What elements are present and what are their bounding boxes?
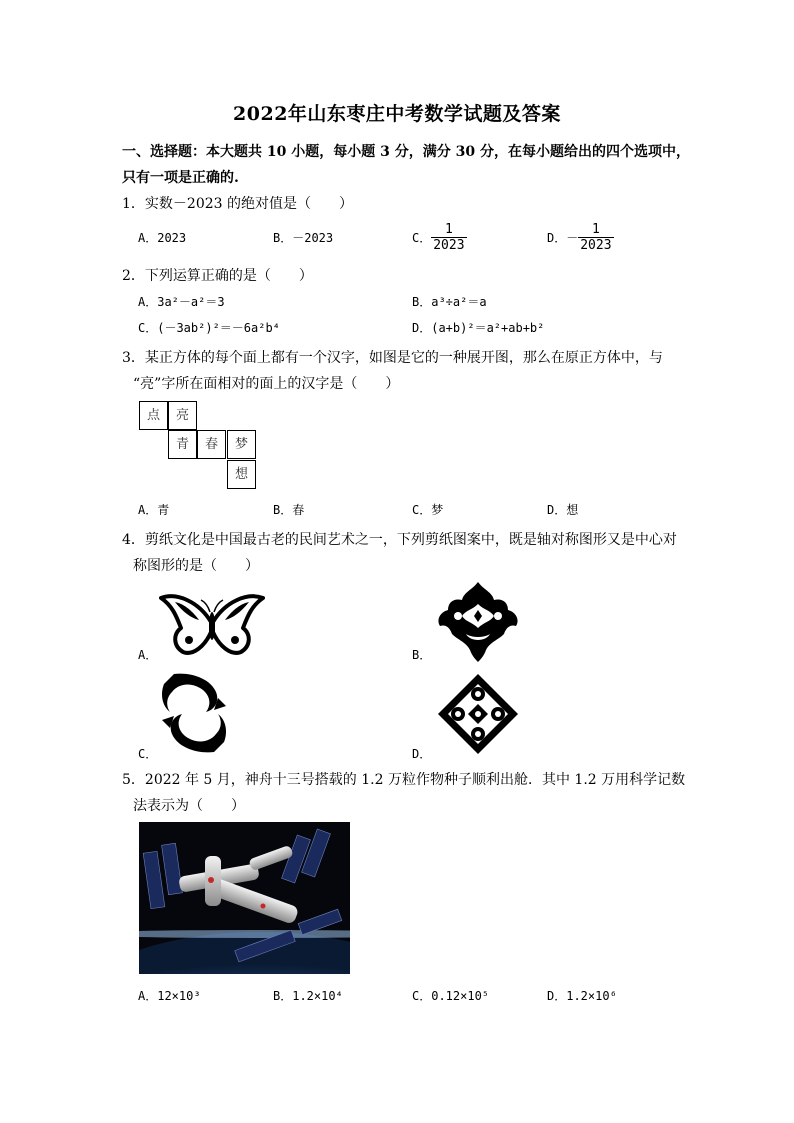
q3-option-d: D．想 bbox=[547, 503, 579, 517]
q1-c-denominator: 2023 bbox=[433, 238, 465, 253]
q1-option-d-fraction bbox=[578, 222, 613, 253]
section-heading-line1: 一、选择题：本大题共 10 小题，每小题 3 分，满分 30 分，在每小题给出的四个选项中， bbox=[122, 144, 690, 160]
q2-option-a: A．3a²－a²＝3 bbox=[138, 295, 225, 309]
cube-net-diagram bbox=[139, 401, 259, 491]
q1-option-d bbox=[547, 222, 614, 253]
q5-stem-line2: 法表示为（ ） bbox=[133, 798, 245, 814]
q1-d-numerator: 1 bbox=[578, 222, 613, 238]
q4-option-c: C． bbox=[138, 747, 158, 761]
net-cell-dian: 点 bbox=[139, 401, 168, 430]
net-cell-meng: 梦 bbox=[227, 430, 256, 459]
q1-d-denominator: 2023 bbox=[580, 238, 612, 253]
q1-option-a: A．2023 bbox=[138, 231, 187, 245]
q2-stem: 2．下列运算正确的是（ ） bbox=[122, 268, 313, 284]
q5-option-a: A．12×10³ bbox=[138, 989, 201, 1003]
q3-stem-line2: “亮”字所在面相对的面上的汉字是（ ） bbox=[133, 376, 400, 392]
q4-stem-line1: 4．剪纸文化是中国最古老的民间艺术之一，下列剪纸图案中，既是轴对称图形又是中心对 bbox=[122, 532, 677, 548]
net-cell-liang: 亮 bbox=[168, 401, 197, 430]
papercut-butterfly-figure bbox=[159, 592, 265, 658]
q1-option-d-label: D．－ bbox=[547, 231, 579, 245]
q1-option-c-label: C． bbox=[412, 231, 432, 245]
page-title: 2022年山东枣庄中考数学试题及答案 bbox=[233, 103, 561, 125]
q4-option-d: D． bbox=[412, 747, 432, 761]
q3-option-b: B．春 bbox=[273, 503, 305, 517]
q2-option-c: C．(－3ab²)²＝－6a²b⁴ bbox=[138, 321, 280, 335]
q5-option-d: D．1.2×10⁶ bbox=[547, 989, 617, 1003]
q3-stem-line1: 3．某正方体的每个面上都有一个汉字，如图是它的一种展开图，那么在原正方体中，与 bbox=[122, 350, 663, 366]
q2-option-d: D．(a+b)²＝a²+ab+b² bbox=[412, 321, 545, 335]
q5-stem-line1: 5．2022 年 5 月，神舟十三号搭载的 1.2 万粒作物种子顺利出舱．其中 1.2 万用科学记数 bbox=[122, 772, 686, 788]
net-cell-qing: 青 bbox=[168, 430, 197, 459]
q5-option-b: B．1.2×10⁴ bbox=[273, 989, 343, 1003]
q3-option-a: A．青 bbox=[138, 503, 170, 517]
section-heading-line2: 只有一项是正确的. bbox=[122, 170, 239, 186]
q4-option-a: A． bbox=[138, 648, 158, 662]
q1-c-numerator: 1 bbox=[431, 222, 466, 238]
space-station-photo bbox=[139, 822, 350, 974]
q1-option-c bbox=[412, 222, 467, 253]
q1-option-c-fraction bbox=[431, 222, 466, 253]
q1-option-b: B．－2023 bbox=[273, 231, 334, 245]
net-cell-chun: 春 bbox=[197, 430, 226, 459]
q4-option-b: B． bbox=[412, 648, 432, 662]
papercut-ornament-d-figure bbox=[436, 672, 520, 756]
q4-stem-line2: 称图形的是（ ） bbox=[133, 558, 259, 574]
q3-option-c: C．梦 bbox=[412, 503, 444, 517]
q1-stem: 1．实数－2023 的绝对值是（ ） bbox=[122, 196, 353, 212]
net-cell-xiang: 想 bbox=[227, 460, 256, 489]
papercut-fish-figure bbox=[160, 670, 228, 756]
papercut-ornament-b-figure bbox=[436, 580, 520, 664]
q2-option-b: B．a³÷a²＝a bbox=[412, 295, 487, 309]
q5-option-c: C．0.12×10⁵ bbox=[412, 989, 490, 1003]
